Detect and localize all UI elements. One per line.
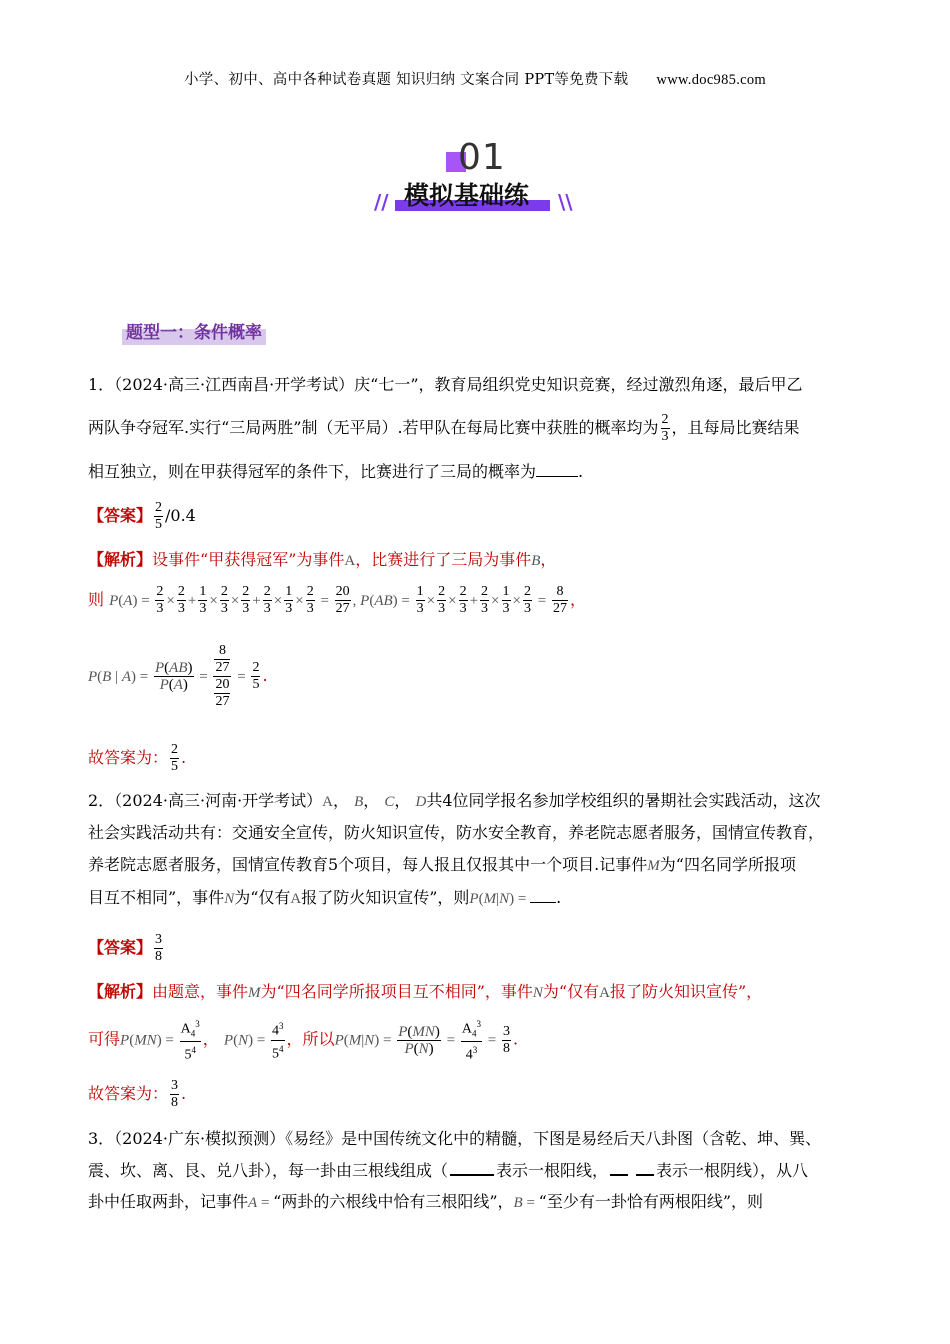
q1-analysis-text3: ， [540, 550, 557, 569]
section-banner [370, 138, 580, 218]
q2-formula: 可得P(MN) = $\frac{A_4^3}{5^4}$ ， P(N) = $\frac{4^3}{5^4}$ ，所以P(M|N) = $\frac{P(MN)}{P(N)}$ = $\frac{A_4^3}{4^3}$ = $\frac{3}{8}$ . [88, 1016, 863, 1064]
q1-line2-pre: 两队争夺冠军.实行“三局两胜”制（无平局）.若甲队在每局比赛中获胜的概率均为 [88, 418, 659, 437]
q2-suoyi: ，所以 [286, 1029, 335, 1049]
q3-line2-b: 表示一根阳线， [496, 1161, 609, 1180]
q2-line4: 目互不相同”，事件N为“仅有A报了防火知识宣传”，则P(M|N) = . [88, 888, 562, 907]
q1-analysis-text2: ，比赛进行了三局为事件 [355, 550, 532, 569]
q1-answer-extra: /0.4 [165, 506, 196, 525]
q2-analysis-label: 【解析】 [88, 982, 153, 1001]
q2-line4-d: . [556, 888, 562, 907]
q2-analysis-b: 为“四名同学所报项目互不相同”，事件 [260, 982, 533, 1001]
yang-line-symbol [450, 1165, 494, 1176]
q1-answer-label: 【答案】 [88, 506, 153, 525]
q1-analysis-label: 【解析】 [88, 550, 153, 569]
q1-line3-pre: 相互独立，则在甲获得冠军的条件下，比赛进行了三局的概率为 [88, 462, 537, 481]
q2-line1-post: 共4位同学报名参加学校组织的暑期社会实践活动，这次 [426, 791, 821, 810]
q3-line2-a: 震、坎、离、艮、兑八卦），每一卦由三根线组成（ [88, 1161, 449, 1180]
q2-line4-b: 为“仅有 [234, 888, 291, 907]
banner-right-deco: \\ [558, 190, 573, 214]
q1-ze: 则 [88, 590, 105, 609]
q1-line2-post: ，且每局比赛结果 [671, 418, 800, 437]
q3-line1: 3．（2024·广东·模拟预测）《易经》是中国传统文化中的精髓，下图是易经后天八卦图（含乾、坤、巽、 [88, 1129, 822, 1148]
q2-line4-c: 报了防火知识宣传”，则 [301, 888, 470, 907]
q1-blank [536, 462, 578, 477]
section-title: 题型一：条件概率 [122, 316, 266, 345]
q3-line2-c: 表示一根阴线），从八 [656, 1161, 809, 1180]
q1-answer-frac: $\frac{2}{5}$ [155, 500, 163, 532]
q1-answer [88, 500, 863, 533]
q2-line1: 2．（2024·高三·河南·开学考试）A， B， C， D共4位同学报名参加学校组织的暑期社会实践活动，这次 [88, 791, 821, 810]
q2-conclusion-text: 故答案为： [88, 1084, 169, 1103]
q2-kede: 可得 [88, 1029, 121, 1049]
q3-line3: 卦中任取两卦，记事件A = “两卦的六根线中恰有三根阳线”，B = “至少有一卦恰有两根阳线”，则 [88, 1192, 764, 1211]
q2-line3: 养老院志愿者服务，国情宣传教育5个项目，每人报且仅报其中一个项目.记事件M为“四名同学所报项 [88, 855, 796, 874]
q2-line2: 社会实践活动共有：交通安全宣传，防火知识宣传，防水安全教育，养老院志愿者服务，国情宣传教育， [88, 823, 825, 842]
q1-line3-post: . [578, 462, 584, 481]
q1-formula2: P(B | A) = $\frac{P(AB)}{P(A)}$ = $\frac{\frac{8}{27}}{\frac{20}{27}}$ = $\frac{2}{5}$ . [88, 643, 268, 709]
q2-answer: 【答案】 $\frac{3}{8}$ [88, 932, 163, 964]
q1-analysis-text1: 设事件“甲获得冠军”为事件 [152, 550, 345, 569]
header-text: 小学、初中、高中各种试卷真题 知识归纳 文案合同 PPT等免费下载 [184, 72, 629, 88]
q2-line3-pre: 养老院志愿者服务，国情宣传教育5个项目，每人报且仅报其中一个项目.记事件 [88, 855, 648, 874]
q2-line4-a: 目互不相同”，事件 [88, 888, 225, 907]
q2-line3-post: 为“四名同学所报项 [659, 855, 796, 874]
q1-formula1: 则 P(A) = $\frac{2}{3}$ × $\frac{2}{3}$ + $\frac{1}{3}$ × $\frac{2}{3}$ × $\frac{2}{3}$ + $\frac{2}{3}$ × $\frac{1}{3}$ × $\frac{2}{3}$ = $\frac{20}{27}$ , P(AB) = $\frac{1}{3}$ × $\frac{2}{3}$ × $\frac{2}{3}$ + $\frac{2}{3}$ × $\frac{1}{3}$ × $\frac{2}{3}$ = $\frac{8}{27}$ ， [88, 584, 586, 616]
q2-analysis-d: 报了防火知识宣传”， [609, 982, 763, 1001]
q1-conclusion-text: 故答案为： [88, 748, 169, 767]
banner-title: 模拟基础练 [404, 181, 530, 210]
q1-frac-2-3: $\frac{2}{3}$ [661, 412, 669, 444]
q3-line3-a: 卦中任取两卦，记事件 [88, 1192, 249, 1211]
yin-line-symbol [610, 1167, 654, 1176]
banner-number: 01 [458, 137, 506, 178]
q2-answer-label: 【答案】 [88, 938, 153, 957]
q3-line2 [88, 1159, 863, 1183]
q2-line1-pre: 2．（2024·高三·河南·开学考试） [88, 791, 323, 810]
q3-line3-c: “至少有一卦恰有两根阳线”，则 [538, 1192, 764, 1211]
header-site: www.doc985.com [656, 72, 766, 88]
q1-analysis: 【解析】设事件“甲获得冠军”为事件A，比赛进行了三局为事件B， [88, 550, 557, 569]
q1-conclusion: 故答案为： $\frac{2}{5}$ . [88, 742, 187, 774]
q1-line1: 1．（2024·高三·江西南昌·开学考试）庆“七一”，教育局组织党史知识竞赛，经过激烈角逐，最后甲乙 [88, 375, 803, 394]
q1-line3 [88, 460, 863, 484]
q2-blank [530, 888, 556, 903]
q2-analysis-c: 为“仅有 [542, 982, 600, 1001]
q3-line3-b: “两卦的六根线中恰有三根阳线”， [273, 1192, 514, 1211]
q2-analysis: 【解析】由题意，事件M为“四名同学所报项目互不相同”，事件N为“仅有A报了防火知识宣传”， [88, 982, 763, 1001]
q2-conclusion: 故答案为： $\frac{3}{8}$ . [88, 1078, 187, 1110]
banner-left-deco: // [374, 190, 389, 214]
page-header [0, 68, 950, 89]
q1-line2 [88, 412, 863, 445]
q2-analysis-a: 由题意，事件 [152, 982, 249, 1001]
